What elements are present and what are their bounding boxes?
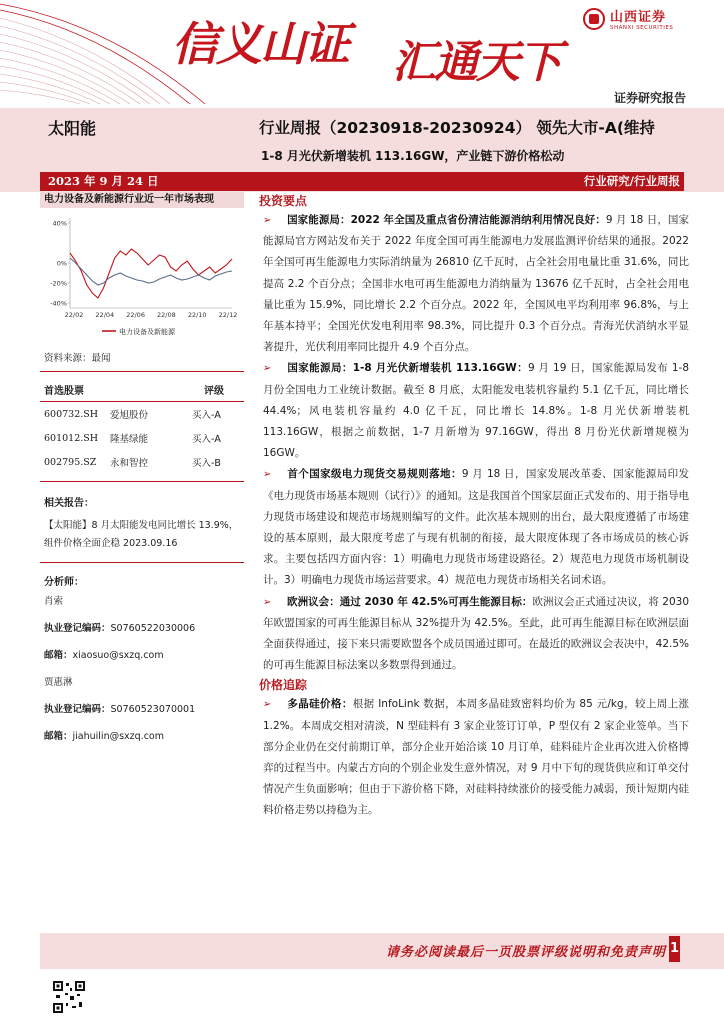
section-heading-prices: 价格追踪	[259, 678, 308, 693]
analyst-name: 肖索	[44, 596, 64, 607]
analyst-name: 贾惠淋	[44, 677, 73, 688]
logo-name-cn: 山西证券	[610, 10, 667, 25]
chart-y-tick-label: 40%	[52, 219, 67, 228]
stock-header-rating: 评级	[204, 386, 224, 397]
chart-x-tick-label: 22/12	[218, 311, 238, 319]
stock-table-header	[40, 372, 244, 402]
chart-y-tick-label: -20%	[50, 279, 67, 288]
stock-rating: 买入-A	[192, 410, 221, 421]
bullet-paragraph: ➢ 首个国家级电力现货交易规则落地：9 月 18 日，国家发展改革委、国家能源局印发《电力现货市场基本规则（试行）》的通知。这是我国首个国家层面正式发布的、用于指导电力现货市场建设和规范市场规则编写的文件。此次基本规则的出台，最大限度遵循了市场建设的基本原则，最大限度考虑了与现有机制的衔接，最大限度体现了各市场成员的核心诉求。主要包括四方面内容：1）明确电力现货市场建设路径。2）规范电力现货市场机制设计。3）明确电力现货市场运营要求。4）规范电力现货市场相关名词术语。	[259, 464, 689, 591]
bullet-arrow-icon: ➢	[263, 469, 272, 481]
chart-canvas	[40, 208, 244, 340]
chart-y-tick-label: -40%	[50, 299, 67, 308]
stock-code: 600732.SH	[44, 408, 99, 420]
chart-y-tick-label: 0%	[56, 259, 67, 268]
bullet-arrow-icon: ➢	[263, 363, 272, 375]
related-report-link[interactable]: 【太阳能】8 月太阳能发电同比增长 13.9%，组件价格全面企稳 2023.09.16	[44, 520, 239, 549]
disclaimer-note[interactable]: 请务必阅读最后一页股票评级说明和免责声明	[385, 945, 666, 960]
bullet-paragraph: ➢ 欧洲议会：通过 2030 年 42.5%可再生能源目标：欧洲议会正式通过决议，将 2030 年欧盟国家的可再生能源目标从 32%提升为 42.5%。至此，此可再生能源目标在欧洲层面全面获得通过，接下来只需要欧盟各个成员国通过即可。在最近的欧洲议会表决中，42.5%的可再生能源目标法案以多数票得到通过。	[259, 592, 689, 677]
header-banner	[0, 0, 724, 108]
divider	[40, 553, 244, 563]
chart-source: 资料来源：最闻	[40, 350, 244, 372]
report-type-label: 证券研究报告	[613, 91, 686, 105]
main-content	[259, 192, 689, 822]
bullet-paragraph: ➢ 国家能源局：2022 年全国及重点省份清洁能源消纳利用情况良好：9 月 18 日，国家能源局官方网站发布关于 2022 年度全国可再生能源电力发展监测评价结果的通报。2022 年全国可再生能源电力实际消纳量为 26810 亿千瓦时，占全社会用电量比重 31.6%，同比提高 2.2 个百分点；全国非水电可再生能源电力消纳量为 13676 亿千瓦时，占全社会用电量比重为 15.9%，同比增长 2.2 个百分点。2022 年，全国风电平均利用率 96.8%，与上年基本持平；全国光伏发电利用率 98.3%，同比提升 0.3 个百分点。青海光伏消纳水平显著提升，光伏利用率同比提升 4.9 个百分点。	[259, 210, 689, 358]
stock-row	[40, 426, 244, 450]
chart-x-tick-label: 22/06	[126, 311, 145, 319]
chart-series-line-0	[70, 249, 232, 298]
stock-code: 002795.SZ	[44, 456, 97, 468]
qr-code-icon[interactable]	[52, 980, 86, 1014]
chart-title: 电力设备及新能源行业近一年市场表现	[40, 192, 244, 208]
sector-label: 太阳能	[48, 119, 97, 138]
stock-row	[40, 450, 244, 474]
bullet-arrow-icon: ➢	[263, 699, 272, 711]
stock-name: 永和智控	[110, 458, 149, 469]
analyst-reg: 执业登记编码：S0760522030006	[44, 623, 196, 634]
chart-x-tick-label: 22/08	[157, 311, 176, 319]
chart-legend-label: 电力设备及新能源	[119, 328, 175, 336]
market-performance-chart	[40, 208, 244, 340]
analysts-title: 分析师：	[44, 577, 84, 588]
report-title: 行业周报（20230918-20230924） 领先大市-A(维持	[259, 119, 655, 137]
section-heading-highlights: 投资要点	[259, 194, 308, 208]
logo-emblem-icon	[583, 8, 605, 30]
stock-row	[40, 402, 244, 426]
company-logo	[583, 6, 673, 31]
analyst-email[interactable]: 邮箱：xiaosuo@sxzq.com	[44, 650, 164, 661]
related-reports-title: 相关报告：	[44, 498, 94, 509]
bullet-paragraph: ➢ 多晶硅价格：根据 InfoLink 数据，本周多晶硅致密料均价为 85 元/kg，较上周上涨 1.2%。本周成交相对清淡，N 型硅料有 3 家企业签订订单，P 型仅有 2 家企业签单。当下部分企业仍在交付前期订单，部分企业开始洽谈 10 月订单，硅料硅片企业再次进入价格博弈的过程当中。内蒙古方向的个别企业发生意外情况，对 9 月中下旬的现货供应和订单交付情况产生负面影响；但由于下游价格下降，对硅料持续涨价的接受能力减弱，预计短期内硅料价格走势以持稳为主。	[259, 694, 689, 821]
sidebar	[40, 192, 244, 750]
stock-name: 爱旭股份	[110, 410, 149, 421]
stock-rating: 买入-B	[192, 458, 221, 469]
report-subtitle: 1-8 月光伏新增装机 113.16GW，产业链下游价格松动	[261, 149, 565, 163]
analyst-email[interactable]: 邮箱：jiahuilin@sxzq.com	[44, 731, 164, 742]
stock-rating: 买入-A	[192, 434, 221, 445]
stock-code: 601012.SH	[44, 432, 99, 444]
page-number: 1	[669, 936, 680, 962]
bullet-paragraph: ➢ 国家能源局：1-8 月光伏新增装机 113.16GW：9 月 19 日，国家能源局发布 1-8 月份全国电力工业统计数据。截至 8 月底，太阳能发电装机容量约 5.1 亿千瓦，同比增长 44.4%；风电装机容量约 4.0 亿千瓦，同比增长 14.8%。1-8 月光伏新增装机 113.16GW，根据之前数据，1-7 月新增为 97.16GW，得出 8 月份光伏新增规模为 16GW。	[259, 358, 689, 464]
chart-x-tick-label: 22/10	[187, 311, 207, 319]
stock-header-name: 首选股票	[44, 386, 84, 397]
logo-name-en: SHANXI SECURITIES	[610, 25, 674, 31]
chart-x-tick-label: 22/02	[64, 311, 84, 319]
report-category: 行业研究/行业周报	[583, 174, 680, 188]
report-date: 2023 年 9 月 24 日	[48, 174, 159, 188]
bullet-arrow-icon: ➢	[263, 596, 272, 608]
analyst-reg: 执业登记编码：S0760523070001	[44, 704, 196, 715]
chart-x-tick-label: 22/04	[95, 311, 115, 319]
stock-name: 隆基绿能	[110, 434, 149, 445]
bullet-arrow-icon: ➢	[263, 215, 272, 226]
slogan-secondary: 汇通天下	[392, 37, 560, 88]
slogan-primary: 信义山证	[172, 17, 348, 71]
divider	[40, 474, 244, 482]
